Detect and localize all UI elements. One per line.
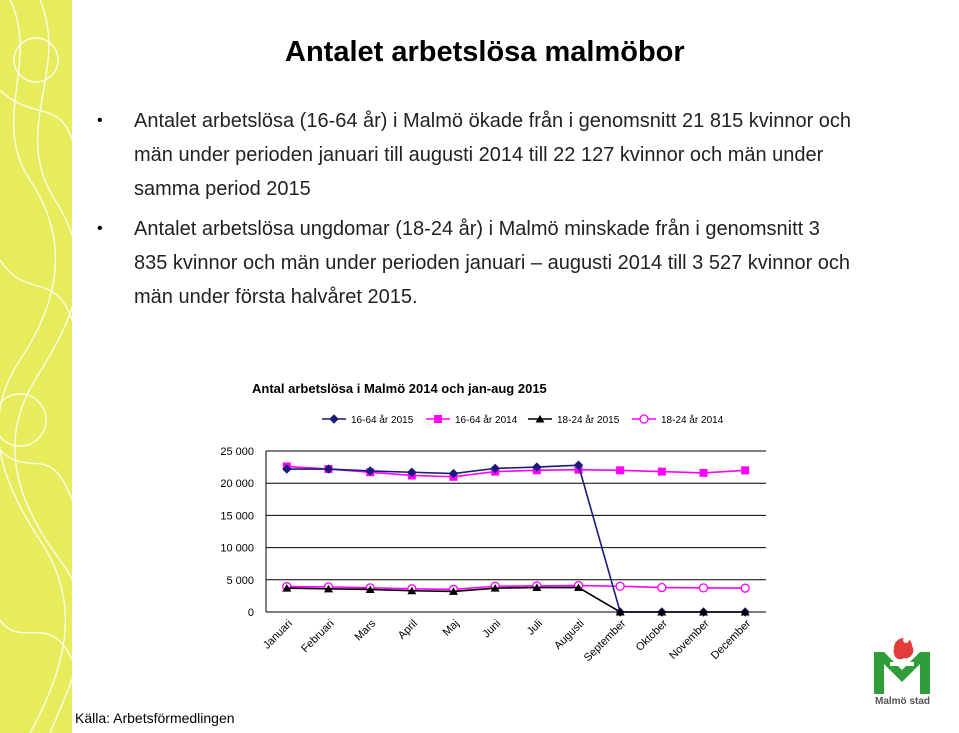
chart-title: Antal arbetslösa i Malmö 2014 och jan-aug 2015 xyxy=(252,381,547,396)
y-tick-label: 10 000 xyxy=(220,542,254,555)
y-tick-label: 5 000 xyxy=(226,574,254,587)
y-tick-label: 25 000 xyxy=(220,446,254,458)
x-tick-label: April xyxy=(395,617,420,642)
logo-text: Malmö stad xyxy=(875,696,931,707)
y-tick-label: 0 xyxy=(247,607,254,619)
y-tick-label: 20 000 xyxy=(220,478,254,491)
data-point xyxy=(741,466,749,474)
legend-label: 16-64 år 2015 xyxy=(351,415,414,426)
slide-title: Antalet arbetslösa malmöbor xyxy=(285,36,685,68)
x-tick-label: November xyxy=(667,617,712,663)
legend-marker xyxy=(434,415,442,423)
legend-marker xyxy=(640,415,648,423)
legend-marker xyxy=(330,415,338,423)
x-tick-label: December xyxy=(708,617,754,663)
x-tick-label: September xyxy=(581,617,629,665)
data-point xyxy=(616,582,624,590)
source-note: Källa: Arbetsförmedlingen xyxy=(75,710,235,726)
data-point xyxy=(700,584,708,592)
legend-label: 18-24 år 2014 xyxy=(661,415,724,426)
x-tick-label: Maj xyxy=(440,617,462,639)
data-point xyxy=(700,469,708,477)
malmo-stad-logo xyxy=(872,630,934,696)
data-point xyxy=(658,584,666,592)
legend-label: 18-24 år 2015 xyxy=(557,415,620,426)
data-point xyxy=(658,468,666,476)
x-tick-label: Juni xyxy=(480,617,504,641)
x-tick-label: Januari xyxy=(260,617,295,652)
data-point xyxy=(741,584,749,592)
series-line xyxy=(287,588,745,612)
x-tick-label: Augusti xyxy=(552,617,587,653)
x-tick-label: Februari xyxy=(299,617,337,656)
bullet-item: • Antalet arbetslösa ungdomar (18-24 år) i Malmö minskade från i genomsnitt 3 835 kvinnor och män under perioden januari – augusti 2014 till 3 527 kvinnor och män under första halvåret 2015. xyxy=(97,212,857,314)
x-tick-label: Oktober xyxy=(633,617,670,654)
y-tick-label: 15 000 xyxy=(220,510,254,523)
x-tick-label: Juli xyxy=(524,617,545,638)
bullet-item: • Antalet arbetslösa (16-64 år) i Malmö ökade från i genomsnitt 21 815 kvinnor och män under perioden januari till augusti 2014 till 22 127 kvinnor och män under samma period 2015 xyxy=(97,104,857,206)
x-tick-label: Mars xyxy=(352,617,379,644)
legend-label: 16-64 år 2014 xyxy=(455,415,518,426)
data-point xyxy=(616,466,624,474)
